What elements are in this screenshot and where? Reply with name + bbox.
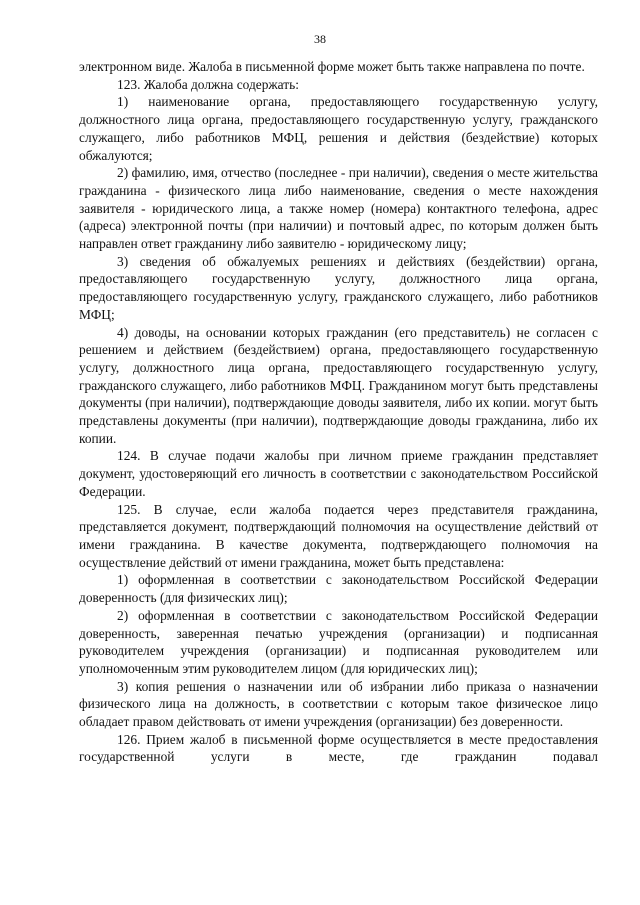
paragraph: 3) копия решения о назначении или об избрании либо приказа о назначении физического лица на должность, в соответствии с которым такое физическое лицо обладает правом действовать от имени учреждения (организации) без доверенности. bbox=[79, 678, 598, 730]
paragraph: 2) оформленная в соответствии с законодательством Российской Федерации доверенность, заверенная печатью учреждения (организации) и подписанная руководителем учреждения (организации) и подписанная руководителем или уполномоченным этим руководителем лицом (для юридических лиц); bbox=[79, 607, 598, 676]
document-body bbox=[79, 58, 598, 766]
paragraph: 1) оформленная в соответствии с законодательством Российской Федерации доверенность (для физических лиц); bbox=[79, 572, 598, 606]
paragraph: 2) фамилию, имя, отчество (последнее - при наличии), сведения о месте жительства гражданина - физического лица либо наименование, сведения о месте нахождения заявителя - юридического лица, а также номер (номера) контактного телефона, адрес (адреса) электронной почты (при наличии) и почтовый адрес, по которым должен быть направлен ответ гражданину либо заявителю - юридическому лицу; bbox=[79, 165, 598, 252]
paragraph: 123. Жалоба должна содержать: bbox=[117, 76, 299, 92]
page-number: 38 bbox=[314, 32, 326, 46]
paragraph: 124. В случае подачи жалобы при личном приеме гражданин представляет документ, удостоверяющий его личность в соответствии с законодательством Российской Федерации. bbox=[79, 448, 598, 499]
paragraph: 3) сведения об обжалуемых решениях и действиях (бездействии) органа, предоставляющего государственную услугу, должностного лица органа, предоставляющего государственную услугу, гражданского служащего, либо работников МФЦ; bbox=[79, 253, 598, 322]
paragraph: 126. Прием жалоб в письменной форме осуществляется в месте предоставления государственной услуги в месте, где гражданин подавал bbox=[79, 731, 598, 765]
paragraph: электронном виде. Жалоба в письменной форме может быть также направлена по почте. bbox=[79, 59, 585, 74]
paragraph: 125. В случае, если жалоба подается через представителя гражданина, представляется документ, подтверждающий полномочия на осуществление действий от имени гражданина. В качестве документа, подтверждающего полномочия на осуществление действий от имени гражданина, может быть представлена: bbox=[79, 501, 598, 570]
paragraph: 4) доводы, на основании которых гражданин (его представитель) не согласен с решением и действием (бездействием) органа, предоставляющего государственную услугу, должностного лица органа, предоставляющего государственную услугу, гражданского служащего, либо работников МФЦ. Гражданином могут быть представлены документы (при наличии), подтверждающие доводы заявителя, либо их копии. могут быть представлены документы (при наличии), подтверждающие доводы гражданина, либо их копии. bbox=[79, 324, 598, 446]
paragraph: 1) наименование органа, предоставляющего государственную услугу, должностного лица органа, предоставляющего государственную услугу, гражданского служащего, либо работников МФЦ, решения и действия (бездействие) которых обжалуются; bbox=[79, 94, 598, 163]
